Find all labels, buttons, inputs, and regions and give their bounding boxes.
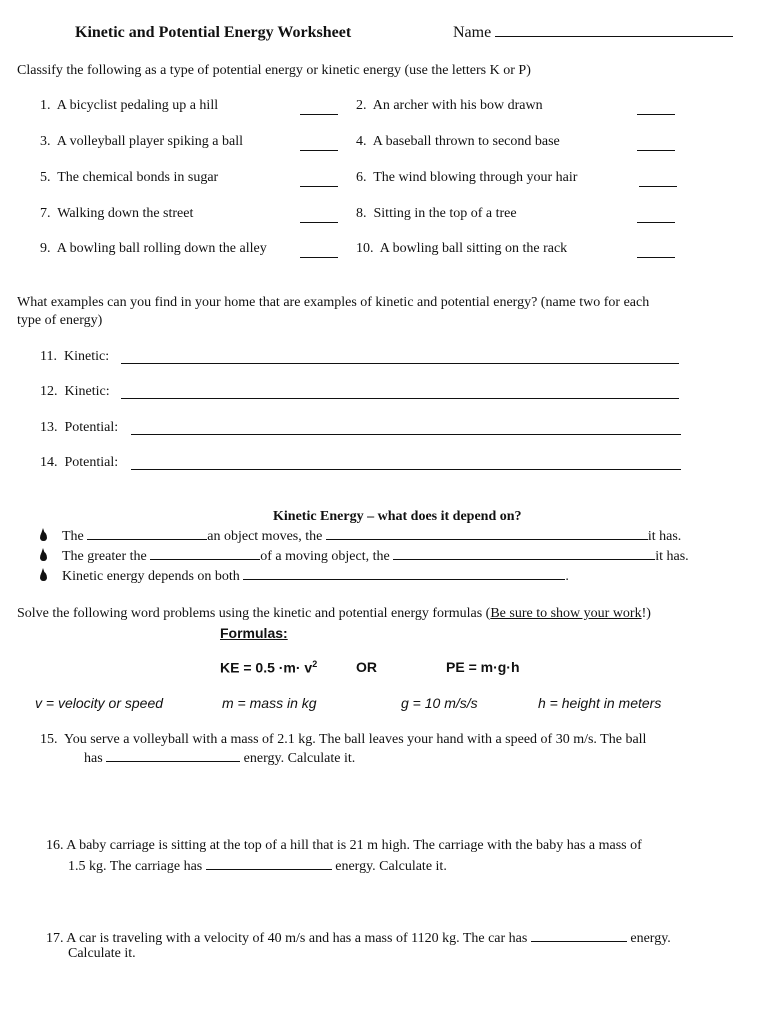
answer-blank-6[interactable]	[639, 174, 677, 187]
section2-question-line1: What examples can you find in your home that are examples of kinetic and potential energy? (name two for each	[17, 295, 650, 310]
text: The greater the	[62, 549, 147, 564]
bullet-line-3	[62, 567, 569, 585]
item-number: 6.	[356, 170, 367, 185]
item-number: 7.	[40, 206, 51, 221]
item-text: A bowling ball sitting on the rack	[379, 241, 568, 256]
text: of a moving object, the	[260, 549, 390, 564]
answer-blank-2[interactable]	[637, 102, 675, 115]
item-number: 12.	[40, 384, 58, 399]
item-number: 2.	[356, 98, 367, 113]
name-label: Name	[453, 24, 492, 41]
list-item	[40, 349, 109, 365]
legend-gravity: g = 10 m/s/s	[401, 695, 478, 711]
list-item	[40, 98, 218, 114]
item-text: A bowling ball rolling down the alley	[56, 241, 267, 256]
bullet-line-2	[62, 547, 689, 565]
list-item	[356, 98, 543, 114]
name-blank[interactable]	[495, 24, 733, 37]
text: has	[84, 751, 103, 766]
or-label: OR	[356, 659, 377, 675]
item-number: 16.	[46, 838, 64, 853]
name-field[interactable]	[453, 24, 733, 42]
text: KE = 0.5 ·m· v	[220, 659, 313, 676]
list-item	[356, 170, 577, 186]
text: Solve the following word problems using the kinetic and potential energy formulas (	[17, 606, 491, 621]
kinetic-energy-heading: Kinetic Energy – what does it depend on?	[273, 509, 522, 524]
kinetic-example-blank-1[interactable]	[121, 351, 679, 364]
item-number: 14.	[40, 455, 58, 470]
item-number: 17.	[46, 931, 64, 946]
text: A car is traveling with a velocity of 40 m/s and has a mass of 1120 kg. The car has	[66, 931, 528, 946]
text: energy.	[630, 931, 671, 946]
list-item	[356, 134, 560, 150]
formulas-label: Formulas:	[220, 625, 288, 641]
item-text: Walking down the street	[57, 206, 194, 221]
item-text: The wind blowing through your hair	[373, 170, 578, 185]
text: it has.	[647, 529, 682, 544]
kinetic-example-blank-2[interactable]	[121, 386, 679, 399]
potential-example-blank-2[interactable]	[131, 457, 681, 470]
item-label: Kinetic:	[63, 349, 110, 364]
text: .	[565, 569, 569, 584]
text: it has.	[655, 549, 689, 564]
text: energy. Calculate it.	[243, 751, 356, 766]
list-item	[40, 241, 267, 257]
item-text: An archer with his bow drawn	[372, 98, 543, 113]
text: !)	[641, 606, 651, 621]
legend-velocity: v = velocity or speed	[35, 695, 164, 711]
energy-type-blank-17[interactable]	[531, 929, 627, 942]
bullet-icon	[40, 572, 47, 581]
item-text: A bicyclist pedaling up a hill	[56, 98, 219, 113]
item-text: A volleyball player spiking a ball	[56, 134, 243, 149]
list-item	[40, 384, 110, 400]
item-number: 4.	[356, 134, 367, 149]
list-item	[356, 206, 517, 222]
item-number: 9.	[40, 241, 51, 256]
list-item	[40, 206, 193, 222]
pe-formula: PE = m·g·h	[446, 659, 520, 675]
word-problems-instructions	[17, 606, 651, 622]
answer-blank-5[interactable]	[300, 174, 338, 187]
ke-formula	[220, 659, 317, 676]
list-item	[40, 455, 118, 471]
list-item	[40, 134, 243, 150]
answer-blank-9[interactable]	[300, 245, 338, 258]
item-number: 3.	[40, 134, 51, 149]
text: The	[62, 529, 84, 544]
list-item	[40, 170, 218, 186]
bullet-line-1	[62, 527, 681, 545]
item-number: 8.	[356, 206, 367, 221]
answer-blank-8[interactable]	[637, 210, 675, 223]
text: Kinetic energy depends on both	[62, 569, 240, 584]
item-number: 5.	[40, 170, 51, 185]
answer-blank-7[interactable]	[300, 210, 338, 223]
item-text: A baseball thrown to second base	[372, 134, 560, 149]
legend-height: h = height in meters	[538, 695, 662, 711]
problem-17-line2: Calculate it.	[68, 946, 136, 961]
item-label: Potential:	[64, 455, 119, 470]
item-label: Kinetic:	[64, 384, 110, 399]
problem-15-line2	[84, 749, 355, 767]
problem-15-line1	[40, 732, 646, 748]
legend-mass: m = mass in kg	[222, 695, 317, 711]
energy-blank-2[interactable]	[393, 547, 655, 560]
list-item	[356, 241, 567, 257]
emphasis-text: Be sure to show your work	[490, 606, 642, 621]
item-number: 10.	[356, 241, 374, 256]
speed-blank[interactable]	[87, 527, 207, 540]
list-item	[40, 420, 118, 436]
answer-blank-1[interactable]	[300, 102, 338, 115]
bullet-icon	[40, 532, 47, 541]
item-number: 15.	[40, 732, 58, 747]
problem-16-line2	[68, 857, 447, 875]
energy-type-blank-15[interactable]	[106, 749, 240, 762]
problem-17-line1	[46, 929, 671, 947]
worksheet-title: Kinetic and Potential Energy Worksheet	[75, 24, 352, 41]
depends-on-blank[interactable]	[243, 567, 565, 580]
item-text: Sitting in the top of a tree	[373, 206, 517, 221]
item-number: 11.	[40, 349, 57, 364]
item-text: The chemical bonds in sugar	[57, 170, 219, 185]
text: A baby carriage is sitting at the top of a hill that is 21 m high. The carriage with the baby has a mass of	[66, 838, 642, 853]
item-number: 13.	[40, 420, 58, 435]
potential-example-blank-1[interactable]	[131, 422, 681, 435]
answer-blank-3[interactable]	[300, 138, 338, 151]
answer-blank-4[interactable]	[637, 138, 675, 151]
answer-blank-10[interactable]	[637, 245, 675, 258]
section2-question-line2: type of energy)	[17, 313, 103, 328]
problem-16-line1	[46, 838, 642, 854]
text: an object moves, the	[207, 529, 323, 544]
bullet-icon	[40, 552, 47, 561]
energy-type-blank-16[interactable]	[206, 857, 332, 870]
item-number: 1.	[40, 98, 51, 113]
item-label: Potential:	[64, 420, 119, 435]
text: You serve a volleyball with a mass of 2.1 kg. The ball leaves your hand with a speed of 30 m/s. The ball	[63, 732, 647, 747]
text: energy. Calculate it.	[335, 859, 447, 874]
text: 1.5 kg. The carriage has	[68, 859, 203, 874]
mass-blank[interactable]	[150, 547, 260, 560]
section1-instructions: Classify the following as a type of potential energy or kinetic energy (use the letters K or P)	[17, 63, 531, 78]
exponent: 2	[312, 659, 318, 669]
energy-blank-1[interactable]	[326, 527, 648, 540]
